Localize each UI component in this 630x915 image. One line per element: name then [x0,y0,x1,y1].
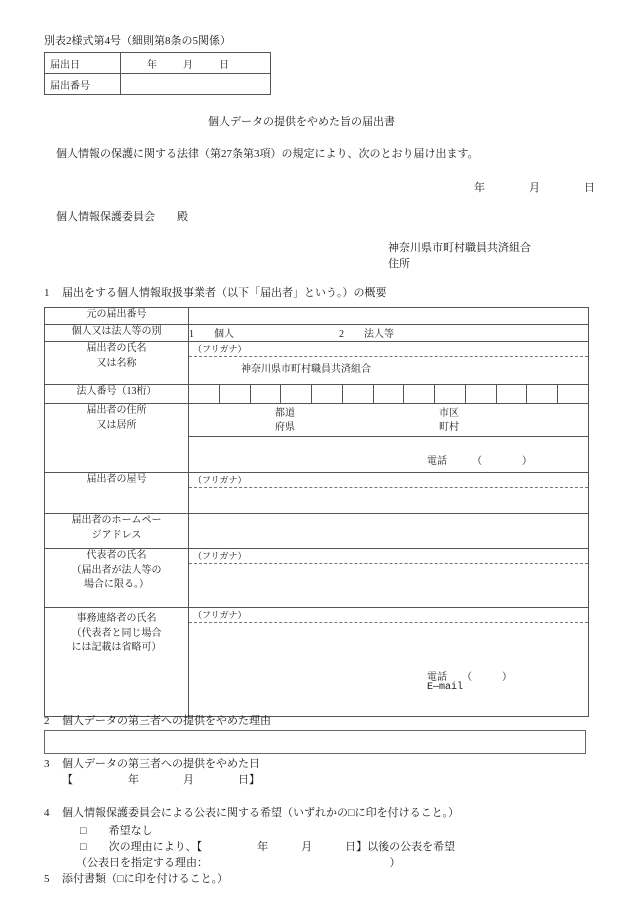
submission-number-label: 届出番号 [45,74,121,95]
furigana-label: （フリガナ） [189,342,588,357]
municipality-label-line2: 町村 [439,421,459,433]
furigana-label: （フリガナ） [189,473,588,488]
section-5-heading: 添付書類（□に印を付けること。） [62,873,229,885]
intro-text: 個人情報の保護に関する法律（第27条第3項）の規定により、次のとおり届け出ます。 [56,148,479,160]
corporate-number-digit-4[interactable] [281,385,312,403]
addressee: 個人情報保護委員会 殿 [56,211,188,223]
representative-label-line1: 代表者の氏名 [86,550,147,561]
corporate-number-digit-6[interactable] [343,385,374,403]
entity-type-option-corporate[interactable]: 2 法人等 [339,329,394,340]
representative-value-cell[interactable] [189,549,589,608]
prefecture-label-line2: 府県 [275,421,295,433]
address-detail-row[interactable] [189,436,588,471]
homepage-value[interactable] [189,514,589,549]
submitter-name-value-cell[interactable] [189,342,589,385]
homepage-label [45,514,189,549]
corporate-number-digit-8[interactable] [404,385,435,403]
section-4-reason-note[interactable]: （公表日を指定する理由： ） [76,857,401,869]
municipality-label-line1: 市区 [439,408,459,419]
year-label: 年 [147,59,157,71]
submitter-org: 神奈川県市町村職員共済組合 [388,242,531,254]
corporate-number-digit-5[interactable] [312,385,343,403]
section-4-heading: 個人情報保護委員会による公表に関する希望（いずれかの□に印を付けること。） [62,807,460,819]
representative-label-line3: 場合に限る。） [84,579,149,590]
month-label: 月 [183,59,193,71]
table-row-trade-name [45,473,589,514]
corporate-number-digit-3[interactable] [251,385,282,403]
corporate-number-digit-12[interactable] [527,385,558,403]
submitter-address-label: 住所 [388,258,410,270]
section-4-number: 4 [44,807,50,819]
table-row-submitter-address [45,404,589,473]
table-row-representative [45,549,589,608]
section-3-number: 3 [44,758,50,770]
prefecture-label [275,407,295,434]
submitter-address-value-cell[interactable] [189,404,589,473]
submitter-name-label [45,342,189,385]
corporate-number-grid[interactable] [189,385,588,403]
submission-date-value[interactable] [121,53,271,74]
table-row [45,53,271,74]
section-4-option-no-request[interactable]: □ 希望なし [80,825,153,837]
address-prefecture-row[interactable] [189,404,588,436]
form-code-label: 別表2様式第4号（細則第8条の5関係） [44,35,231,47]
day-label: 日 [219,59,229,71]
trade-name-label: 届出者の屋号 [45,473,189,514]
corporate-number-digit-2[interactable] [220,385,251,403]
corporate-number-digit-10[interactable] [466,385,497,403]
table-row-submitter-name [45,342,589,385]
table-row [45,74,271,95]
representative-label-line2: （届出者が法人等の [71,564,162,576]
section-2-number: 2 [44,715,50,727]
section-2-heading: 個人データの第三者への提供をやめた理由 [62,715,271,727]
corporate-number-digit-13[interactable] [558,385,588,403]
table-row-homepage [45,514,589,549]
contact-person-value-cell[interactable] [189,608,589,717]
section-1-number: 1 [44,287,50,299]
submitter-name-value[interactable]: 神奈川県市町村職員共済組合 [241,364,371,375]
corporate-number-digit-11[interactable] [497,385,528,403]
corporate-number-digit-7[interactable] [374,385,405,403]
section-2-reason-input[interactable] [44,730,586,754]
homepage-label-line2: ジアドレス [91,529,142,541]
original-number-label: 元の届出番号 [45,308,189,325]
entity-type-option-individual[interactable]: 1 個人 [189,329,234,340]
contact-person-label [45,608,189,717]
section-3-heading: 個人データの第三者への提供をやめた日 [62,758,260,770]
submitter-name-label-line2: 又は名称 [96,357,137,369]
submission-header-table [44,52,271,95]
corporate-number-digit-1[interactable] [189,385,220,403]
homepage-label-line1: 届出者のホームペー [71,515,162,526]
table-row-corporate-number [45,385,589,404]
submission-number-value[interactable] [121,74,271,95]
prefecture-label-line1: 都道 [275,408,295,419]
entity-type-label: 個人又は法人等の別 [45,325,189,342]
submitter-address-label [45,404,189,473]
contact-email-label[interactable]: E—mail [427,682,464,693]
table-row-entity-type [45,325,589,342]
date-line: 年 月 日 [474,182,595,194]
entity-type-options[interactable] [189,325,589,342]
representative-label [45,549,189,608]
table-row-original-number [45,308,589,325]
original-number-value[interactable] [189,308,589,325]
contact-person-label-line3: には記載は省略可） [71,642,162,653]
section-3-date-line[interactable]: 【 年 月 日】 [62,774,260,786]
page-title: 個人データの提供をやめた旨の届出書 [208,116,395,128]
contact-person-label-line1: 事務連絡者の氏名 [76,613,157,624]
trade-name-value-cell[interactable] [189,473,589,514]
submitter-info-table [44,307,589,717]
contact-telephone-label[interactable]: 電話 （ ） [427,672,512,683]
table-row-contact-person [45,608,589,717]
address-telephone-label[interactable]: 電話 （ ） [427,456,532,467]
section-1-heading: 届出をする個人情報取扱事業者（以下「届出者」という。）の概要 [62,287,387,299]
municipality-label [439,407,459,434]
furigana-label: （フリガナ） [189,549,588,564]
trade-name-value[interactable] [189,488,588,513]
representative-name-value[interactable] [189,564,588,607]
submission-date-label: 届出日 [45,53,121,74]
submitter-address-label-line2: 又は居所 [96,419,137,431]
furigana-label: （フリガナ） [189,608,588,623]
section-4-option-with-reason[interactable]: □ 次の理由により、【 年 月 日】以後の公表を希望 [80,841,456,853]
contact-person-details[interactable] [189,623,588,711]
corporate-number-label: 法人番号（13桁） [45,385,189,404]
section-5-number: 5 [44,873,50,885]
contact-person-label-line2: （代表者と同じ場合 [71,627,162,639]
submitter-address-label-line1: 届出者の住所 [86,405,147,416]
corporate-number-cells[interactable] [189,385,589,404]
corporate-number-digit-9[interactable] [435,385,466,403]
submitter-name-label-line1: 届出者の氏名 [86,343,147,354]
